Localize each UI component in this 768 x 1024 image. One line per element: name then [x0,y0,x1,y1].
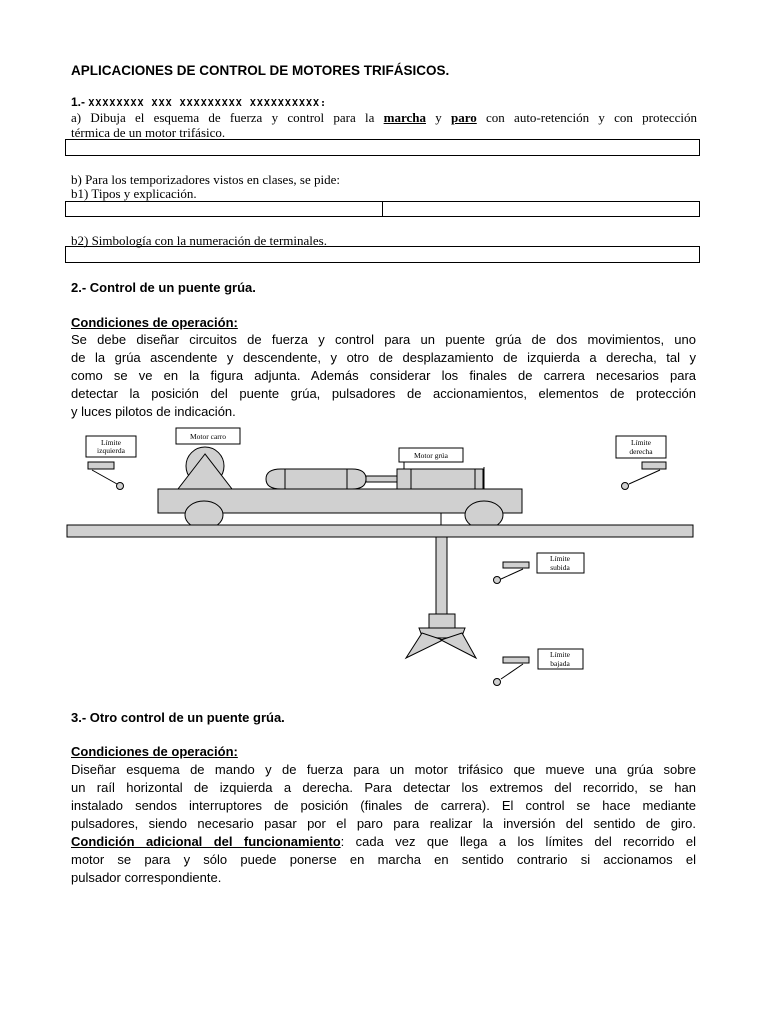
limite-derecha-switch [642,462,666,469]
coupling-right [475,469,483,489]
limite-bajada-switch [503,657,529,663]
section-3-conditions-label: Condiciones de operación: [71,744,238,759]
motor-carro-text: Motor carro [189,432,227,441]
section-3-heading: 3.- Otro control de un puente grúa. [71,710,285,725]
hook-block [429,614,455,628]
drum-right-cap [347,469,366,489]
section-3-line: un raíl horizontal de izquierda a derecha. Para detectar los extremos del recorrido, se han [71,780,696,795]
section-2-line: Se debe diseñar circuitos de fuerza y control para un puente grúa de dos movimientos, uno [71,332,696,347]
section-3-line: instalado sendos interruptores de posición (finales de carrera). El control se hace mediante [71,798,696,813]
question-b: b) Para los temporizadores vistos en clases, se pide: [71,172,340,187]
additional-condition-text: : cada vez que llega a los límites del recorrido el [340,834,696,849]
coupling-left [397,469,411,489]
limite-subida-roller [494,577,501,584]
limite-izquierda-roller [117,483,124,490]
motor-grua-text: Motor grúa [414,451,448,460]
limite-subida-lever [501,569,523,579]
section-2-line: y luces pilotos de indicación. [71,404,236,419]
section-1-garbled-heading: XXXXXXXX XXX XXXXXXXXX XXXXXXXXXX: [88,98,328,109]
section-3-line: Diseñar esquema de mando y de fuerza para un motor trifásico que mueve una grúa sobre [71,762,696,777]
limite-derecha-lever [629,470,660,484]
section-2-conditions-label: Condiciones de operación: [71,315,238,330]
bridge-rail [67,525,693,537]
limite-bajada-lever [501,664,523,679]
paro-keyword: paro [451,110,477,125]
motor-carro-support [178,454,232,489]
section-2-heading: 2.- Control de un puente grúa. [71,280,256,295]
document-title: APLICACIONES DE CONTROL DE MOTORES TRIFÁSICOS. [71,63,450,78]
limite-bajada-text-2: bajada [550,659,570,668]
section-3-line: pulsadores, siendo necesario pasar por el paro para realizar la inversión del sentido de giro. [71,816,696,831]
section-2-line: detectar la posición del puente grúa, pulsadores de accionamientos, elementos de protección [71,386,696,401]
section-3-line: pulsador correspondiente. [71,870,222,885]
drum-left-cap [266,469,285,489]
section-2-line: como se ve en la figura adjunta. Además considerar los finales de carrera necesarios para [71,368,696,383]
hoist-column [436,537,447,614]
limite-subida-text-2: subida [550,563,570,572]
limite-izquierda-text-1: Límite [101,438,121,447]
section-3-paragraph [71,761,696,887]
limite-bajada-roller [494,679,501,686]
limite-izquierda-lever [92,470,117,484]
section-1-number: 1.- [71,95,86,109]
limite-izquierda-text-2: izquierda [97,446,125,455]
limite-subida-text-1: Límite [550,554,570,563]
limite-subida-switch [503,562,529,568]
question-b1: b1) Tipos y explicación. [71,186,197,201]
limite-derecha-roller [622,483,629,490]
section-3-additional-line [71,833,696,851]
question-a-line-2: térmica de un motor trifásico. [71,125,226,140]
section-3-line: motor se para y sólo puede ponerse en marcha en sentido contrario si accionamos el [71,852,696,867]
drive-shaft [366,476,398,482]
question-a-suffix: con auto-retención y con protección [486,110,698,125]
limite-izquierda-switch [88,462,114,469]
question-a-conjunction: y [435,110,442,125]
limite-derecha-text-1: Límite [631,438,651,447]
motor-grua-body [411,469,475,489]
additional-condition-label: Condición adicional del funcionamiento [71,834,341,849]
limite-derecha-text-2: derecha [629,447,653,456]
limite-bajada-text-1: Límite [550,650,570,659]
drum-cylinder [285,469,347,489]
section-2-line: de la grúa ascendente y descendente, y otro de desplazamiento de izquierda a derecha, tal y [71,350,696,365]
marcha-keyword: marcha [383,110,427,125]
question-b2: b2) Simbología con la numeración de terminales. [71,233,327,248]
question-a-text: a) Dibuja el esquema de fuerza y control para la [71,110,375,125]
